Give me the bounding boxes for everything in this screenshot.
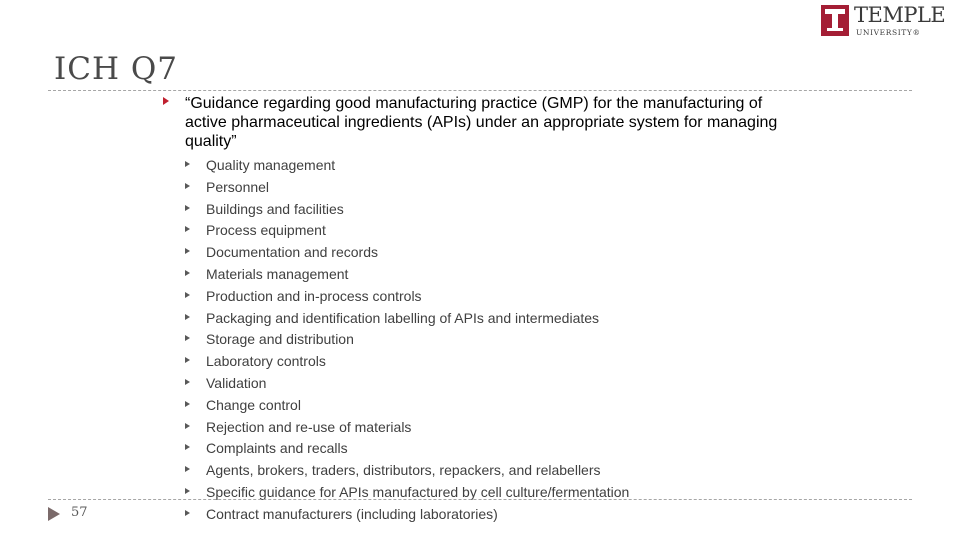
list-item: [184, 199, 629, 221]
sub-bullet-arrow-icon: [185, 379, 190, 385]
play-triangle-icon: [48, 507, 60, 521]
temple-university-logo: [821, 3, 946, 37]
logo-wordmark: TEMPLE: [854, 3, 946, 27]
list-item-text: Laboratory controls: [206, 353, 326, 370]
list-item: [184, 177, 629, 199]
list-item-text: Validation: [206, 374, 267, 391]
list-item: [184, 460, 629, 482]
list-item-text: Materials management: [206, 265, 349, 282]
list-item: [184, 351, 629, 373]
list-item-text: Documentation and records: [206, 244, 378, 261]
sub-bullet-arrow-icon: [185, 270, 190, 276]
list-item-text: Rejection and re-use of materials: [206, 418, 412, 435]
sub-bullet-arrow-icon: [185, 226, 190, 232]
list-item-text: Process equipment: [206, 222, 326, 239]
list-item: [184, 373, 629, 395]
logo-subtitle: UNIVERSITY®: [856, 28, 921, 37]
sub-bullet-arrow-icon: [185, 183, 190, 189]
list-item: [184, 329, 629, 351]
list-item-text: Complaints and recalls: [206, 440, 348, 457]
list-item-text: Contract manufacturers (including laboratories): [206, 505, 498, 522]
main-bullet: [163, 94, 783, 151]
list-item-text: Packaging and identification labelling of APIs and intermediates: [206, 309, 600, 326]
temple-t-logo-icon: [821, 5, 849, 36]
sub-bullet-arrow-icon: [185, 335, 190, 341]
list-item: [184, 504, 629, 526]
list-item: [184, 264, 629, 286]
list-item: [184, 417, 629, 439]
list-item: [184, 308, 629, 330]
sub-bullet-arrow-icon: [185, 248, 190, 254]
sub-bullet-arrow-icon: [185, 510, 190, 516]
sub-bullet-arrow-icon: [185, 401, 190, 407]
list-item: [184, 220, 629, 242]
sub-bullet-arrow-icon: [185, 205, 190, 211]
list-item-text: Storage and distribution: [206, 331, 354, 348]
top-divider: [48, 90, 912, 91]
sub-bullet-arrow-icon: [185, 444, 190, 450]
list-item-text: Buildings and facilities: [206, 200, 344, 217]
page-number: 57: [71, 505, 88, 520]
sub-bullet-arrow-icon: [185, 161, 190, 167]
list-item: [184, 395, 629, 417]
list-item-text: Agents, brokers, traders, distributors, repackers, and relabellers: [206, 462, 601, 479]
list-item: [184, 482, 629, 504]
sub-bullet-arrow-icon: [185, 466, 190, 472]
bottom-divider: [48, 499, 912, 500]
bullet-arrow-icon: [163, 97, 169, 105]
list-item-text: Change control: [206, 396, 301, 413]
sub-bullet-arrow-icon: [185, 488, 190, 494]
list-item: [184, 242, 629, 264]
list-item: [184, 286, 629, 308]
sub-bullet-arrow-icon: [185, 357, 190, 363]
list-item-text: Specific guidance for APIs manufactured by cell culture/fermentation: [206, 483, 630, 500]
list-item-text: Personnel: [206, 178, 270, 195]
sub-bullet-arrow-icon: [185, 314, 190, 320]
sub-bullet-list: [184, 155, 629, 526]
list-item-text: Production and in-process controls: [206, 287, 422, 304]
sub-bullet-arrow-icon: [185, 292, 190, 298]
list-item-text: Quality management: [206, 157, 336, 173]
sub-bullet-arrow-icon: [185, 423, 190, 429]
main-bullet-text: “Guidance regarding good manufacturing practice (GMP) for the manufacturing of active pharmaceutical ingredients (APIs) under an appropriate system for managing quality”: [185, 95, 778, 150]
list-item: [184, 155, 629, 177]
list-item: [184, 438, 629, 460]
slide-title: ICH Q7: [54, 51, 178, 87]
